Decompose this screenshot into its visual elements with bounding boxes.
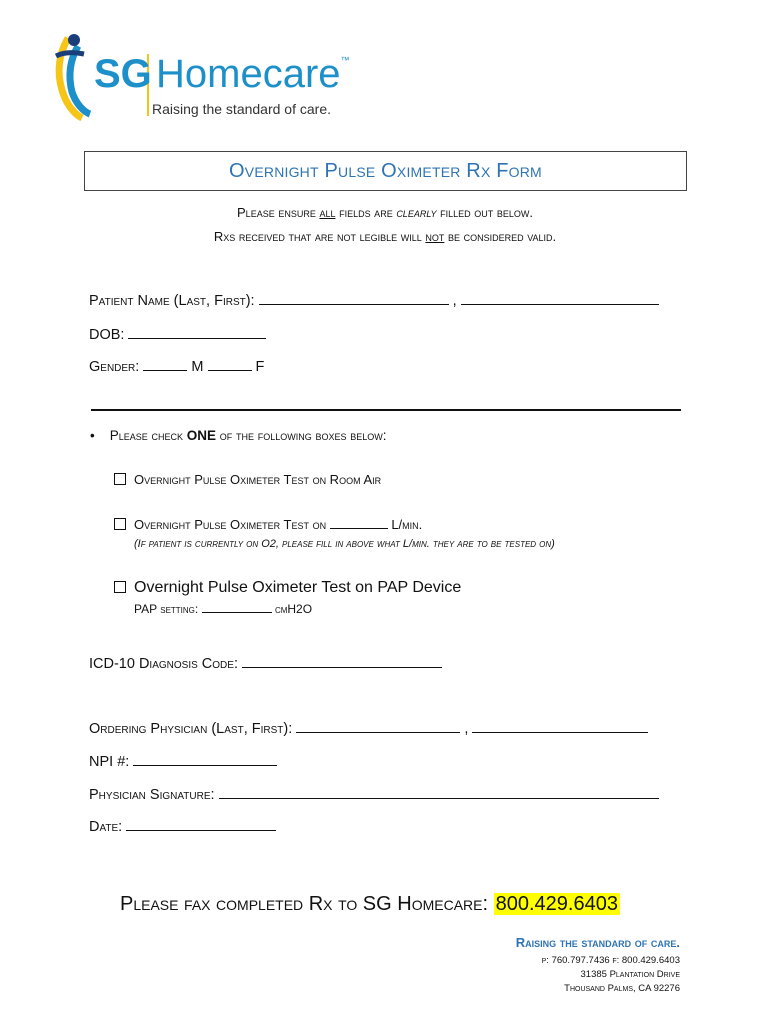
icd-code-field[interactable] (242, 655, 442, 668)
pap-checkbox[interactable] (114, 581, 126, 593)
check-one-instruction (90, 428, 387, 443)
lpm-unit: L/min. (391, 517, 423, 532)
signature-label: Physician Signature: (89, 787, 215, 803)
icd-row (89, 655, 442, 672)
name-separator: , (452, 293, 457, 309)
physician-first-name-field[interactable] (472, 720, 648, 733)
bullet-icon: • (90, 428, 110, 443)
date-label: Date: (89, 819, 123, 835)
note2-underline: not (425, 229, 445, 244)
room-air-checkbox[interactable] (114, 473, 126, 485)
trademark-symbol: ™ (340, 55, 350, 65)
instruction-post: of the following boxes below: (216, 428, 387, 443)
physician-row (89, 720, 648, 737)
pap-setting-row (134, 602, 312, 616)
signature-row (89, 786, 659, 803)
npi-label: NPI #: (89, 754, 130, 770)
patient-last-name-field[interactable] (259, 292, 449, 305)
dob-field[interactable] (128, 326, 266, 339)
instruction-bold: ONE (186, 428, 217, 443)
pap-unit: cmH2O (274, 602, 313, 616)
patient-name-label: Patient Name (Last, First): (89, 293, 255, 309)
physician-signature-field[interactable] (219, 786, 659, 799)
option-room-air (114, 472, 381, 487)
logo-sg: SG (94, 52, 152, 96)
physician-separator: , (464, 721, 469, 737)
logo-tagline: Raising the standard of care. (152, 101, 331, 117)
phone-fax-line: p: 760.797.7436 f: 800.429.6403 (541, 955, 680, 966)
sg-homecare-logo (38, 32, 358, 124)
liters-per-minute-field[interactable] (330, 516, 388, 529)
note2-pre: Rxs received that are not legible will (213, 229, 426, 244)
fax-number: 800.429.6403 (495, 893, 618, 915)
option-oxygen (114, 516, 422, 532)
note1-mid: fields are (335, 205, 397, 220)
gender-label: Gender: (89, 359, 140, 375)
note1-post: filled out below. (436, 205, 533, 220)
note1-pre: Please ensure (237, 205, 320, 220)
note-ensure-fields (0, 205, 770, 220)
form-title: Overnight Pulse Oximeter Rx Form (229, 159, 542, 182)
patient-name-row (89, 292, 659, 309)
npi-row (89, 753, 277, 770)
instruction-pre: Please check (109, 428, 187, 443)
option-room-air-label: Overnight Pulse Oximeter Test on Room Air (134, 472, 382, 487)
icd-label: ICD-10 Diagnosis Code: (89, 656, 238, 672)
title-box (84, 151, 687, 191)
npi-field[interactable] (133, 753, 277, 766)
gender-f-field[interactable] (208, 358, 252, 371)
gender-row (89, 358, 264, 375)
gender-m-field[interactable] (143, 358, 187, 371)
option-pap-label: Overnight Pulse Oximeter Test on PAP Device (134, 579, 462, 596)
logo-homecare: Homecare™ (156, 52, 350, 96)
physician-last-name-field[interactable] (296, 720, 460, 733)
option-oxygen-label: Overnight Pulse Oximeter Test on (134, 517, 327, 532)
patient-first-name-field[interactable] (461, 292, 659, 305)
oxygen-checkbox[interactable] (114, 518, 126, 530)
date-field[interactable] (126, 818, 276, 831)
section-divider (91, 409, 681, 411)
footer-tagline: Raising the standard of care. (515, 935, 680, 950)
fax-instruction (120, 893, 620, 916)
note2-post: be considered valid. (444, 229, 557, 244)
address-street: 31385 Plantation Drive (580, 969, 680, 980)
gender-f-label: F (255, 359, 265, 375)
note1-underline: all (319, 205, 336, 220)
pap-setting-field[interactable] (202, 602, 272, 613)
gender-m-label: M (191, 359, 204, 375)
dob-label: DOB: (89, 327, 125, 343)
physician-label: Ordering Physician (Last, First): (89, 721, 293, 737)
pap-setting-label: PAP setting: (134, 602, 199, 616)
address-city: Thousand Palms, CA 92276 (564, 983, 680, 994)
note-legibility (0, 229, 770, 244)
option-pap (114, 579, 461, 597)
date-row (89, 818, 276, 835)
note1-italic: clearly (396, 205, 437, 220)
dob-row (89, 326, 266, 343)
oxygen-note: (If patient is currently on O2, please fill in above what L/min. they are to be tested on) (134, 538, 555, 550)
fax-text: Please fax completed Rx to SG Homecare: (120, 893, 489, 915)
